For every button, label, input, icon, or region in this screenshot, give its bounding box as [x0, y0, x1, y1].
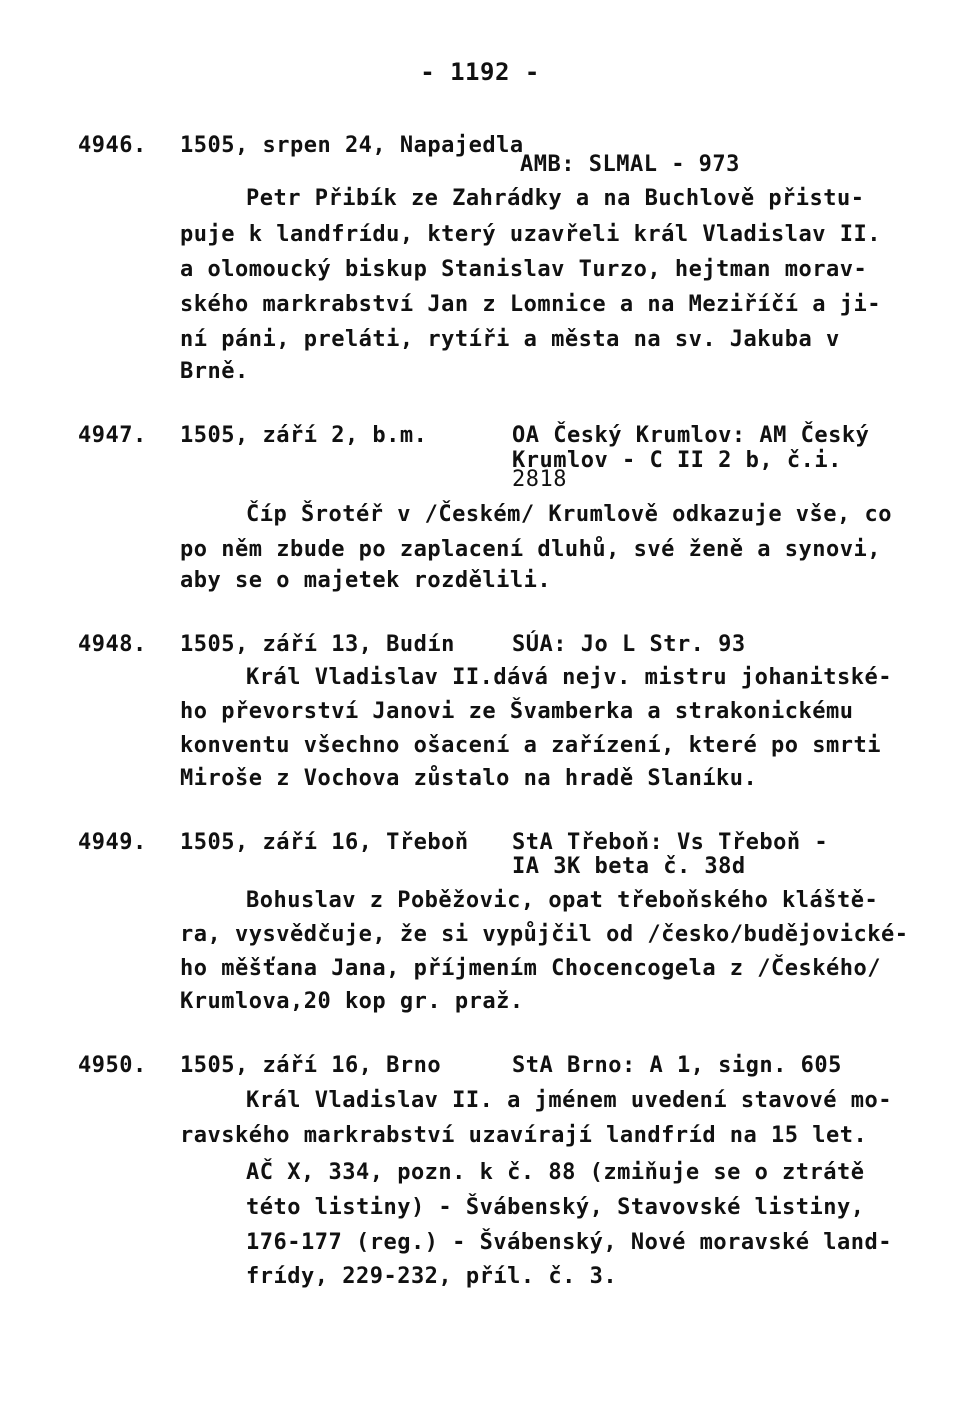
literature-note: AČ X, 334, pozn. k č. 88 (zmiňuje se o ztrátě [246, 1160, 865, 1185]
entry-date: 1505, září 16, Brno [180, 1053, 442, 1078]
entry-text-line: aby se o majetek rozdělili. [180, 568, 552, 593]
entry-number: 4948. [78, 632, 147, 657]
entry-text-line: Bohuslav z Poběžovic, opat třeboňského kláště- [246, 888, 879, 913]
entry-date: 1505, září 16, Třeboň [180, 830, 469, 855]
archive-reference: SÚA: Jo L Str. 93 [512, 632, 746, 657]
literature-note: frídy, 229-232, příl. č. 3. [246, 1264, 618, 1289]
entry-number: 4950. [78, 1053, 147, 1078]
entry-text-line: ho převorství Janovi ze Švamberka a strakonickému [180, 699, 854, 724]
archive-reference: 2818 [512, 467, 567, 492]
entry-text-line: ravského markrabství uzavírají landfríd na 15 let. [180, 1123, 868, 1148]
entry-text-line: Král Vladislav II. a jménem uvedení stavové mo- [246, 1088, 893, 1113]
entry-number: 4949. [78, 830, 147, 855]
entry-text-line: Miroše z Vochova zůstalo na hradě Slaníku. [180, 766, 758, 791]
archive-reference: OA Český Krumlov: AM Český [512, 423, 870, 448]
archive-reference: Krumlov - C II 2 b, č.i. [512, 448, 842, 473]
entry-date: 1505, září 13, Budín [180, 632, 455, 657]
entry-text-line: konventu všechno ošacení a zařízení, které po smrti [180, 733, 882, 758]
entry-text-line: Číp Šrotéř v /Českém/ Krumlově odkazuje vše, co [246, 502, 893, 527]
entry-date: 1505, září 2, b.m. [180, 423, 428, 448]
entry-date: 1505, srpen 24, Napajedla [180, 133, 524, 158]
entry-text-line: ní páni, preláti, rytíři a města na sv. Jakuba v [180, 327, 840, 352]
entry-number: 4946. [78, 133, 147, 158]
entry-text-line: a olomoucký biskup Stanislav Turzo, hejtman morav- [180, 257, 868, 282]
entry-text-line: puje k landfrídu, který uzavřeli král Vladislav II. [180, 222, 882, 247]
entry-text-line: Brně. [180, 359, 249, 384]
entry-text-line: po něm zbude po zaplacení dluhů, své ženě a synovi, [180, 537, 882, 562]
literature-note: 176-177 (reg.) - Švábenský, Nové moravské land- [246, 1230, 893, 1255]
entry-text-line: ra, vysvědčuje, že si vypůjčil od /česko/budějovické- [180, 922, 909, 947]
entry-text-line: ského markrabství Jan z Lomnice a na Meziříčí a ji- [180, 292, 882, 317]
entry-text-line: Král Vladislav II.dává nejv. mistru johanitské- [246, 665, 893, 690]
entry-text-line: ho měšťana Jana, příjmením Chocencogela z /Českého/ [180, 956, 882, 981]
entry-text-line: Krumlova,20 kop gr. praž. [180, 989, 524, 1014]
literature-note: této listiny) - Švábenský, Stavovské listiny, [246, 1195, 865, 1220]
entry-number: 4947. [78, 423, 147, 448]
archive-reference: IA 3K beta č. 38d [512, 854, 746, 879]
archive-reference: StA Třeboň: Vs Třeboň - [512, 830, 829, 855]
archive-reference: AMB: SLMAL - 973 [520, 152, 740, 177]
entry-text-line: Petr Přibík ze Zahrádky a na Buchlově přistu- [246, 186, 865, 211]
archive-reference: StA Brno: A 1, sign. 605 [512, 1053, 842, 1078]
page-number: - 1192 - [420, 58, 540, 86]
